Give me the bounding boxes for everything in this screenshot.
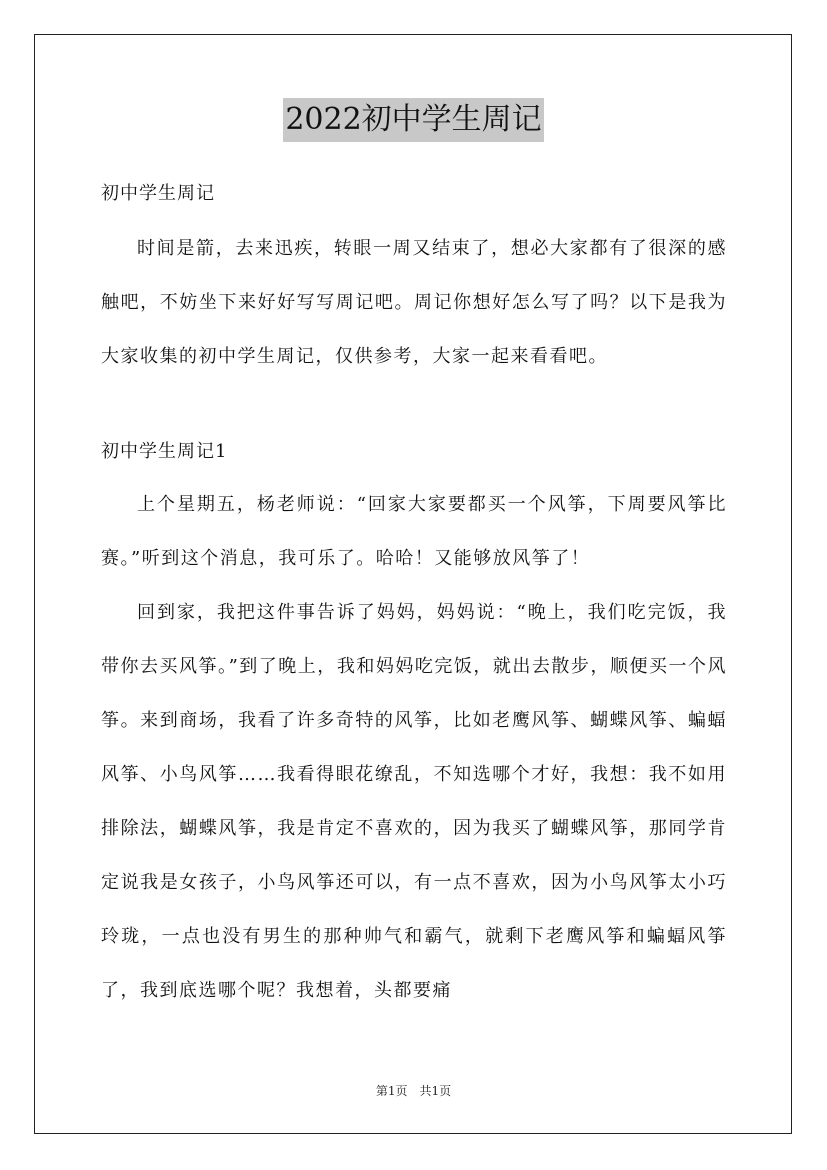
section-spacer [101,384,727,430]
intro-heading: 初中学生周记 [101,183,215,204]
title-area [0,98,827,142]
section-heading: 初中学生周记1 [101,441,228,462]
document-body [101,172,727,1018]
body-paragraph-1: 上个星期五，杨老师说：“回家大家要都买一个风筝，下周要风筝比赛。”听到这个消息，我可乐了。哈哈！又能够放风筝了！ [101,494,727,569]
document-title: 2022初中学生周记 [283,98,543,142]
page-footer [0,1083,827,1099]
page-number: 第1页 共1页 [375,1084,452,1098]
body-paragraph-2: 回到家，我把这件事告诉了妈妈，妈妈说：“晚上，我们吃完饭，我带你去买风筝。”到了晚上，我和妈妈吃完饭，就出去散步，顺便买一个风筝。来到商场，我看了许多奇特的风筝，比如老鹰风筝、蝴蝶风筝、蝙蝠风筝、小鸟风筝……我看得眼花缭乱，不知选哪个才好，我想：我不如用排除法，蝴蝶风筝，我是肯定不喜欢的，因为我买了蝴蝶风筝，那同学肯定说我是女孩子，小鸟风筝还可以，有一点不喜欢，因为小鸟风筝太小巧玲珑，一点也没有男生的那种帅气和霸气，就剩下老鹰风筝和蝙蝠风筝了，我到底选哪个呢？我想着，头都要痛 [101,602,727,1001]
intro-paragraph: 时间是箭，去来迅疾，转眼一周又结束了，想必大家都有了很深的感触吧，不妨坐下来好好写写周记吧。周记你想好怎么写了吗？以下是我为大家收集的初中学生周记，仅供参考，大家一起来看看吧。 [101,238,727,367]
